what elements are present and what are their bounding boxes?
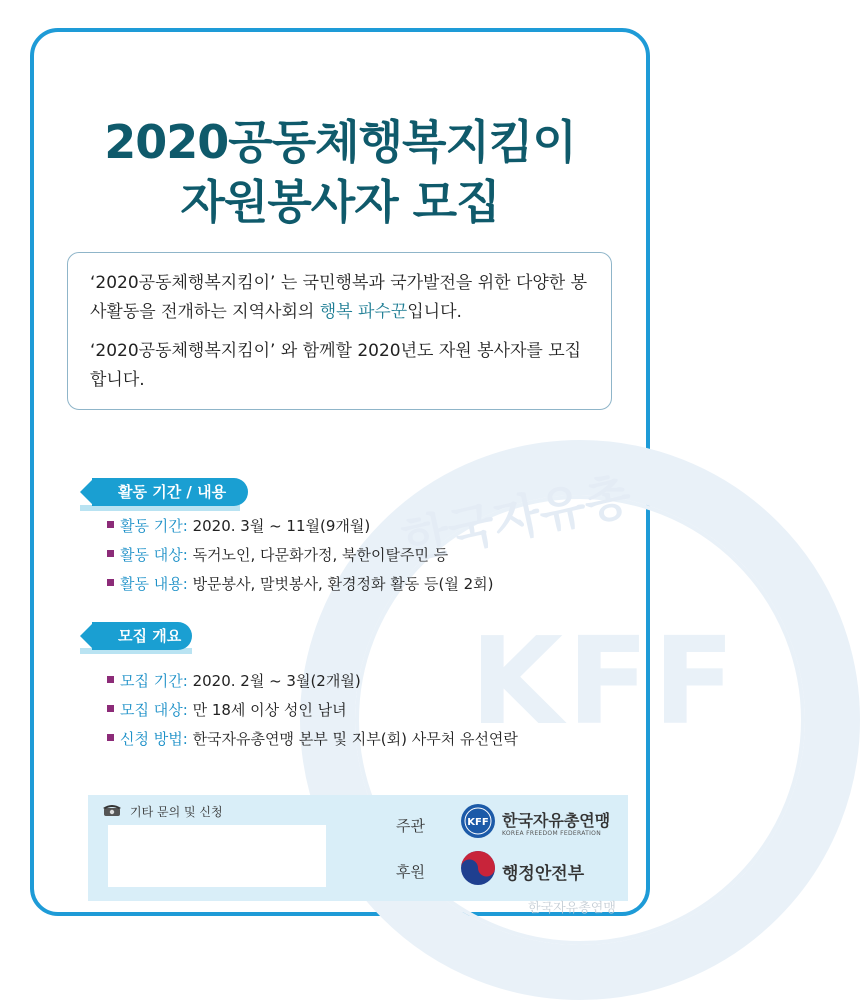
list-item [107,570,494,599]
item-label: 모집 기간: [120,672,188,690]
watermark-ring-text: 한국자유총 [397,467,637,571]
contact-label: 기타 문의 및 신청 [130,805,223,819]
watermark-kff-text: KFF [470,613,739,752]
kff-logo-icon [460,803,496,839]
host-org-english: KOREA FREEDOM FEDERATION [502,830,601,837]
list-item [107,696,518,725]
item-value: 방문봉사, 말벗봉사, 환경정화 활동 등(월 2회) [187,575,494,593]
intro-highlight: 행복 파수꾼 [319,302,408,322]
item-value: 2020. 3월 ~ 11월(9개월) [187,517,371,535]
item-label: 활동 기간: [120,517,188,535]
item-label: 신청 방법: [120,730,188,748]
item-label: 활동 내용: [120,575,188,593]
sponsor-label: 후원 [396,863,425,881]
page-title-line1: 2020공동체행복지킴이 [104,115,576,169]
host-org-name: 한국자유총연맹 [502,811,611,830]
host-label: 주관 [396,817,425,835]
intro-paragraph-2: ‘2020공동체행복지킴이’ 와 함께할 2020년도 자원 봉사자를 모집합니다. [90,341,582,390]
section1-list [107,512,494,599]
section2-list [107,667,518,754]
list-item [107,512,494,541]
intro-text-post: 입니다. [407,302,462,322]
page-title-line2: 자원봉사자 모집 [180,175,500,229]
mois-logo-icon [460,850,496,886]
intro-text-pre: ‘2020공동체행복지킴이’ 는 국민행복과 국가발전을 위한 다양한 봉사활동을 전개하는 지역사회의 [90,273,588,322]
sponsor-org-name: 행정안전부 [502,864,585,884]
contact-box [108,825,326,887]
list-item [107,667,518,696]
section1-heading: 활동 기간 / 내용 [92,478,248,506]
list-item [107,541,494,570]
item-value: 독거노인, 다문화가정, 북한이탈주민 등 [187,546,449,564]
bullet-icon [107,734,114,741]
kff-logo-text: KFF [467,817,489,828]
intro-box [67,252,612,410]
phone-icon [102,803,122,817]
item-label: 모집 대상: [120,701,188,719]
section2-heading: 모집 개요 [92,622,192,650]
intro-paragraph-1 [90,269,591,327]
item-value: 만 18세 이상 성인 남녀 [187,701,347,719]
list-item [107,725,518,754]
footer-panel [88,795,628,901]
bullet-icon [107,676,114,683]
corner-watermark-logo: 한국자유총연맹 [528,901,616,916]
item-label: 활동 대상: [120,546,188,564]
item-value: 한국자유총연맹 본부 및 지부(회) 사무처 유선연락 [187,730,518,748]
bullet-icon [107,579,114,586]
item-value: 2020. 2월 ~ 3월(2개월) [187,672,361,690]
bullet-icon [107,705,114,712]
bullet-icon [107,521,114,528]
bullet-icon [107,550,114,557]
